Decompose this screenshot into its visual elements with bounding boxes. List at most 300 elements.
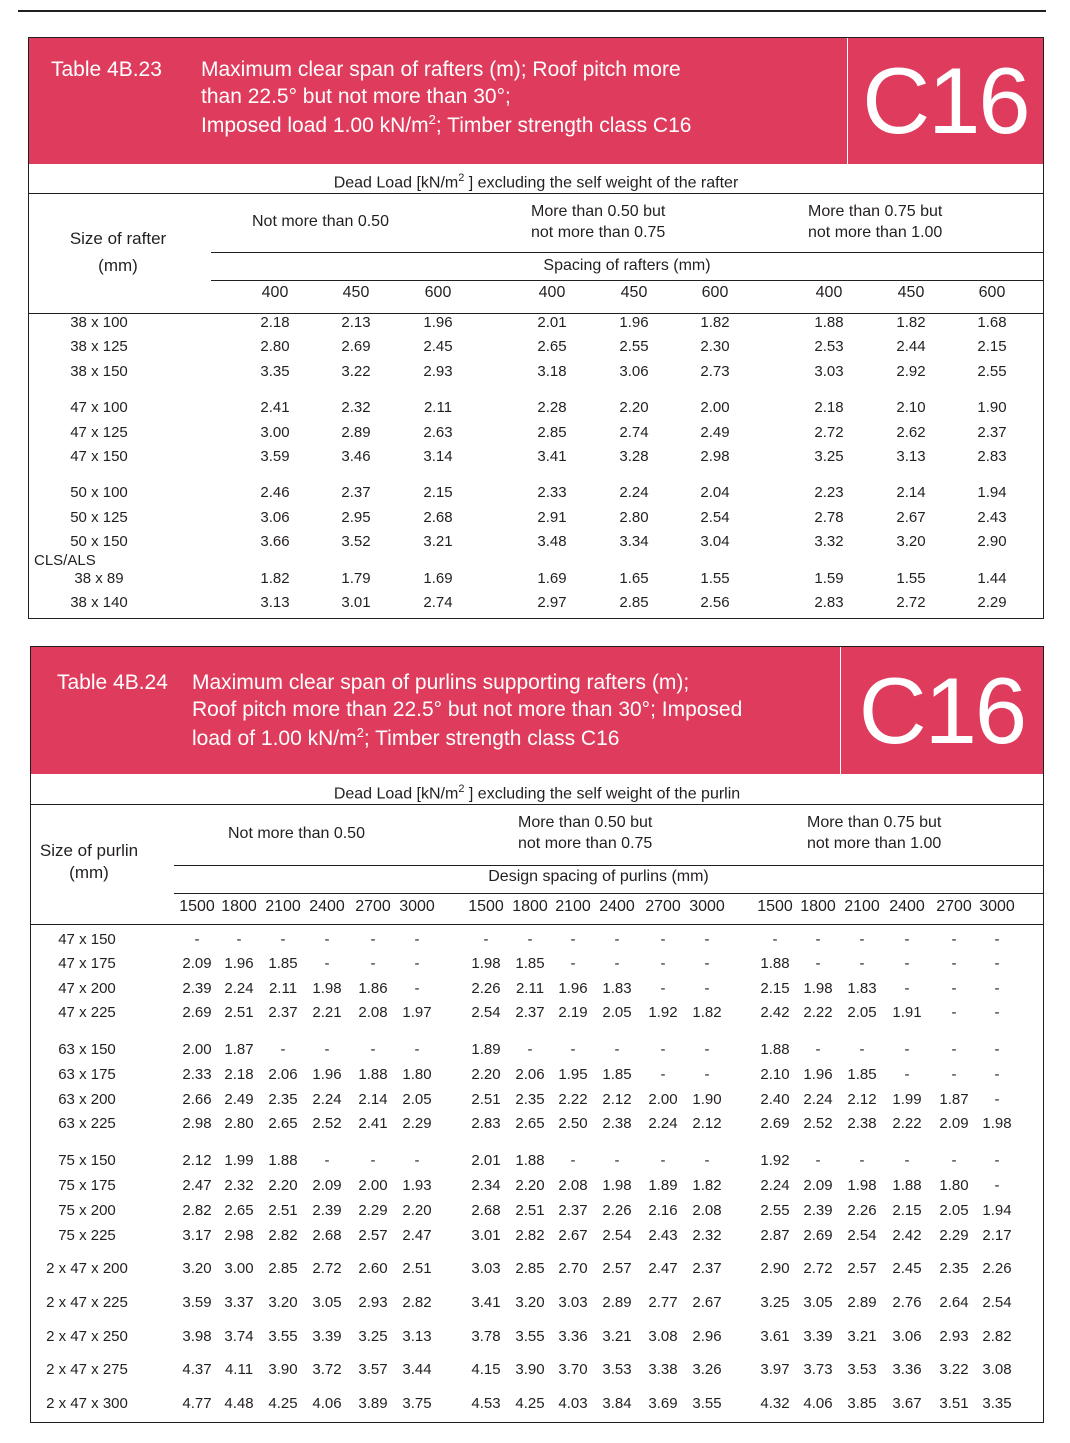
table-header-banner [29,38,1043,164]
table-cell: - [859,955,865,972]
table-cell: 3.74 [224,1328,254,1345]
row-size-label: 75 x 200 [58,1202,116,1219]
table-row [29,570,1043,590]
strength-class-code: C16 [840,647,1043,774]
table-cell: 2.82 [268,1227,298,1244]
table-cell: 3.44 [402,1361,432,1378]
table-row [29,424,1043,444]
table-cell: - [570,931,576,948]
table-cell: 2.68 [471,1202,501,1219]
table-cell: 2.82 [182,1202,212,1219]
table-cell: 2.93 [358,1294,388,1311]
table-cell: 2.67 [692,1294,722,1311]
table-cell: - [660,980,666,997]
table-cell: 1.96 [803,1066,833,1083]
spacing-column-header: 600 [424,284,452,301]
table-cell: 2.45 [892,1260,922,1277]
table-cell: 1.82 [700,314,730,331]
table-row [31,1227,1043,1247]
row-size-label: 50 x 100 [70,484,128,501]
table-cell: 2.24 [760,1177,790,1194]
table-cell: 1.98 [471,955,501,972]
table-cell: 2.51 [224,1004,254,1021]
table-cell: 1.86 [358,980,388,997]
table-cell: 2.09 [182,955,212,972]
table-cell: 3.08 [648,1328,678,1345]
table-cell: 2.20 [471,1066,501,1083]
spacing-column-header: 2100 [265,898,301,915]
table-cell: 2.92 [896,363,926,380]
row-size-label: 2 x 47 x 275 [46,1361,128,1378]
spacing-column-header: 400 [261,284,289,301]
table-cell: 2.32 [341,399,371,416]
spacing-column-header: 400 [538,284,566,301]
table-cell: 2.37 [341,484,371,501]
table-cell: 3.03 [814,363,844,380]
table-cell: - [704,955,710,972]
table-cell: - [527,931,533,948]
table-cell: - [951,1041,957,1058]
table-cell: 2.43 [977,509,1007,526]
table-cell: - [904,1041,910,1058]
table-cell: 4.06 [312,1395,342,1412]
table-cell: - [370,931,376,948]
table-row [29,399,1043,419]
spacing-column-header: 3000 [689,898,725,915]
table-cell: - [570,1152,576,1169]
table-cell: 1.96 [312,1066,342,1083]
table-cell: 1.97 [402,1004,432,1021]
table-cell: 2.55 [977,363,1007,380]
table-cell: 1.85 [602,1066,632,1083]
table-cell: 3.14 [423,448,453,465]
spacing-column-header: 2700 [936,898,972,915]
table-cell: 2.12 [182,1152,212,1169]
table-cell: 2.42 [892,1227,922,1244]
table-cell: 2.35 [515,1091,545,1108]
row-size-label: 75 x 175 [58,1177,116,1194]
size-label: Size of purlin (mm) [39,841,139,882]
table-row [29,314,1043,334]
table-cell: 2.08 [558,1177,588,1194]
table-cell: 2.05 [939,1202,969,1219]
table-cell: 2.52 [312,1115,342,1132]
row-size-label: 38 x 100 [70,314,128,331]
table-cell: 1.98 [602,1177,632,1194]
table-cell: 2.26 [602,1202,632,1219]
spacing-column-header: 2100 [844,898,880,915]
table-cell: - [951,955,957,972]
table-cell: 2.30 [700,338,730,355]
table-cell: 2.52 [803,1115,833,1132]
table-cell: 3.55 [692,1395,722,1412]
table-cell: 3.03 [471,1260,501,1277]
table-cell: - [660,955,666,972]
table-cell: 2.72 [803,1260,833,1277]
table-cell: 2.33 [537,484,567,501]
table-cell: - [614,955,620,972]
table-cell: 1.79 [341,570,371,587]
table-cell: 4.11 [224,1361,254,1378]
table-cell: 3.51 [939,1395,969,1412]
table-cell: - [324,955,330,972]
spacing-divider [211,280,1043,281]
table-cell: - [483,931,489,948]
table-cell: - [704,1152,710,1169]
table-cell: 1.96 [558,980,588,997]
table-cell: 2.51 [515,1202,545,1219]
table-cell: 2.83 [814,594,844,611]
table-cell: - [324,1041,330,1058]
table-cell: 3.89 [358,1395,388,1412]
dead-load-group-1: Not more than 0.50 [252,213,389,230]
table-cell: 3.13 [260,594,290,611]
table-cell: - [704,931,710,948]
table-cell: 3.18 [537,363,567,380]
row-size-label: 47 x 150 [70,448,128,465]
table-cell: 3.21 [847,1328,877,1345]
size-label: Size of rafter (mm) [69,229,167,275]
table-cell: 3.41 [537,448,567,465]
table-cell: 3.61 [760,1328,790,1345]
table-cell: - [527,1041,533,1058]
row-size-label: 47 x 150 [58,931,116,948]
table-row [31,1041,1043,1061]
table-number: Table 4B.23 [51,58,162,81]
row-size-label: 38 x 140 [70,594,128,611]
table-row [31,1361,1043,1381]
table-cell: 3.66 [260,533,290,550]
table-cell: 2.67 [896,509,926,526]
table-cell: 4.53 [471,1395,501,1412]
table-cell: - [414,1041,420,1058]
table-row [29,533,1043,553]
dead-load-group-3: More than 0.75 but not more than 1.00 [808,203,943,241]
table-cell: - [660,931,666,948]
table-cell: 4.37 [182,1361,212,1378]
table-cell: 2.10 [760,1066,790,1083]
table-cell: 2.82 [402,1294,432,1311]
table-cell: 2.22 [892,1115,922,1132]
table-cell: - [815,955,821,972]
table-cell: 1.92 [648,1004,678,1021]
table-cell: 3.39 [803,1328,833,1345]
table-cell: 1.85 [847,1066,877,1083]
table-cell: 3.06 [619,363,649,380]
table-cell: 1.90 [977,399,1007,416]
table-cell: 2.95 [341,509,371,526]
table-cell: 3.05 [803,1294,833,1311]
table-cell: 2.50 [558,1115,588,1132]
table-cell: 2.78 [814,509,844,526]
table-cell: 2.39 [803,1202,833,1219]
table-cell: 2.08 [358,1004,388,1021]
table-cell: 3.00 [224,1260,254,1277]
table-cell: 3.25 [760,1294,790,1311]
spacing-column-header: 3000 [979,898,1015,915]
spacing-column-header: 1500 [757,898,793,915]
table-cell: 3.01 [471,1227,501,1244]
table-cell: 2.21 [312,1004,342,1021]
table-title-line-2: than 22.5° but not more than 30°; [201,85,511,108]
table-cell: 2.22 [558,1091,588,1108]
table-cell: 2.93 [423,363,453,380]
dead-load-heading: Dead Load [$kN/m^2$ ] excluding the self weight of the rafter [29,164,1043,194]
table-cell: 3.08 [982,1361,1012,1378]
row-size-label: 63 x 200 [58,1091,116,1108]
table-cell: 3.90 [268,1361,298,1378]
table-cell: - [614,1152,620,1169]
table-cell: 3.85 [847,1395,877,1412]
spacing-column-header: 3000 [399,898,435,915]
table-row [31,1177,1043,1197]
table-cell: 3.75 [402,1395,432,1412]
table-cell: 2.65 [268,1115,298,1132]
table-row [31,1152,1043,1172]
table-cell: 1.88 [760,955,790,972]
table-cell: 2.57 [602,1260,632,1277]
row-size-label: 47 x 225 [58,1004,116,1021]
table-cell: 2.23 [814,484,844,501]
table-cell: 1.98 [982,1115,1012,1132]
table-cell: 2.67 [558,1227,588,1244]
table-cell: - [324,1152,330,1169]
table-cell: 1.87 [939,1091,969,1108]
table-cell: 1.94 [977,484,1007,501]
table-row [29,594,1043,614]
table-cell: 1.90 [692,1091,722,1108]
table-cell: 3.90 [515,1361,545,1378]
table-cell: 2.01 [471,1152,501,1169]
table-cell: 2.65 [515,1115,545,1132]
table-cell: - [280,931,286,948]
spacing-column-header: 450 [342,284,370,301]
table-cell: 2.39 [182,980,212,997]
table-cell: 2.97 [537,594,567,611]
row-size-label: 2 x 47 x 300 [46,1395,128,1412]
table-cell: 2.34 [471,1177,501,1194]
table-cell: 2.64 [939,1294,969,1311]
table-cell: 2.47 [648,1260,678,1277]
table-cell: 3.97 [760,1361,790,1378]
table-cell: 2.51 [471,1091,501,1108]
table-cell: - [194,931,200,948]
dead-load-group-3: More than 0.75 but not more than 1.00 [807,814,942,852]
dead-load-heading: Dead Load [$kN/m^2$ ] excluding the self weight of the purlin [31,774,1043,805]
table-cell: 2.24 [648,1115,678,1132]
dead-load-group-2: More than 0.50 but not more than 0.75 [518,814,653,852]
table-cell: 2.80 [619,509,649,526]
table-cell: 2.13 [341,314,371,331]
table-cell: 4.77 [182,1395,212,1412]
table-cell: 2.87 [760,1227,790,1244]
table-cell: 3.13 [896,448,926,465]
table-cell: - [951,980,957,997]
table-cell: 1.83 [847,980,877,997]
table-cell: - [994,931,1000,948]
table-cell: 3.13 [402,1328,432,1345]
table-row [31,1202,1043,1222]
table-cell: 3.52 [341,533,371,550]
spacing-column-header: 600 [701,284,729,301]
table-cell: 2.26 [982,1260,1012,1277]
table-cell: 2.74 [619,424,649,441]
table-cell: - [414,980,420,997]
table-cell: 2.55 [760,1202,790,1219]
table-cell: 2.89 [847,1294,877,1311]
table-cell: 1.92 [760,1152,790,1169]
table-cell: 3.34 [619,533,649,550]
table-cell: 3.70 [558,1361,588,1378]
table-cell: 2.54 [602,1227,632,1244]
table-cell: 2.39 [312,1202,342,1219]
table-cell: 2.43 [648,1227,678,1244]
table-cell: 1.69 [423,570,453,587]
table-cell: 2.28 [537,399,567,416]
table-cell: 2.20 [402,1202,432,1219]
table-cell: 3.67 [892,1395,922,1412]
table-row [29,484,1043,504]
dead-load-group-1: Not more than 0.50 [228,825,365,842]
table-cell: 3.05 [312,1294,342,1311]
table-cell: 2.49 [700,424,730,441]
table-body [31,925,1043,1422]
table-row [29,363,1043,383]
row-size-label: 38 x 125 [70,338,128,355]
table-cell: 2.29 [358,1202,388,1219]
table-cell: 2.37 [515,1004,545,1021]
table-cell: 2.12 [692,1115,722,1132]
table-cell: - [704,1041,710,1058]
table-cell: 1.88 [814,314,844,331]
table-cell: 2.06 [268,1066,298,1083]
table-cell: 1.88 [515,1152,545,1169]
table-cell: 2.09 [803,1177,833,1194]
table-cell: 2.85 [619,594,649,611]
table-cell: 2.12 [602,1091,632,1108]
table-cell: 2.82 [515,1227,545,1244]
table-cell: 2.98 [224,1227,254,1244]
table-cell: 3.22 [939,1361,969,1378]
table-cell: 1.80 [939,1177,969,1194]
table-cell: 4.25 [268,1395,298,1412]
table-cell: 2.54 [847,1227,877,1244]
table-cell: 2.82 [982,1328,1012,1345]
table-cell: 1.87 [224,1041,254,1058]
table-cell: 2.05 [402,1091,432,1108]
table-row [31,1328,1043,1348]
group-divider [174,865,1043,866]
table-cell: 2.04 [700,484,730,501]
table-cell: - [951,1152,957,1169]
table-cell: 2.83 [977,448,1007,465]
table-cell: - [994,1004,1000,1021]
table-cell: 2.32 [692,1227,722,1244]
table-cell: 3.69 [648,1395,678,1412]
table-cell: 2.11 [423,399,453,416]
spacing-column-header: 2400 [599,898,635,915]
table-cell: 1.98 [803,980,833,997]
table-cell: - [570,1041,576,1058]
table-cell: - [994,1152,1000,1169]
row-size-label: 63 x 175 [58,1066,116,1083]
table-cell: 2.00 [700,399,730,416]
table-cell: 2.17 [982,1227,1012,1244]
table-row [29,448,1043,468]
table-cell: 3.72 [312,1361,342,1378]
table-cell: - [951,931,957,948]
table-cell: 1.85 [515,955,545,972]
table-cell: - [660,1152,666,1169]
spacing-column-header: 1800 [221,898,257,915]
spacing-column-header: 1800 [800,898,836,915]
table-cell: 2.15 [977,338,1007,355]
table-cell: 2.33 [182,1066,212,1083]
table-cell: 3.01 [341,594,371,611]
table-cell: 3.20 [182,1260,212,1277]
table-cell: - [904,1152,910,1169]
table-cell: 2.93 [939,1328,969,1345]
spacing-column-header: 600 [978,284,1006,301]
table-cell: 2.68 [423,509,453,526]
table-cell: 2.26 [847,1202,877,1219]
table-cell: 2.51 [268,1202,298,1219]
table-cell: 1.91 [892,1004,922,1021]
table-cell: 3.36 [558,1328,588,1345]
table-row [31,955,1043,975]
row-size-label: 50 x 150 [70,533,128,550]
table-cell: 2.69 [182,1004,212,1021]
table-cell: 2.89 [602,1294,632,1311]
table-cell: 1.55 [896,570,926,587]
table-cell: 2.68 [312,1227,342,1244]
table-cell: 2.42 [760,1004,790,1021]
table-cell: - [614,1041,620,1058]
table-cell: 2.15 [423,484,453,501]
table-cell: 2.24 [803,1091,833,1108]
table-cell: 3.25 [814,448,844,465]
table-cell: 2.05 [602,1004,632,1021]
table-cell: 2.83 [471,1115,501,1132]
spacing-column-header: 1800 [512,898,548,915]
table-cell: 4.06 [803,1395,833,1412]
table-row [31,1066,1043,1086]
table-cell: 3.55 [515,1328,545,1345]
table-cell: 2.54 [471,1004,501,1021]
table-cell: - [994,980,1000,997]
row-size-label: 63 x 225 [58,1115,116,1132]
table-4b23 [28,37,1044,619]
table-cell: - [370,1041,376,1058]
table-4b24 [30,646,1044,1423]
spacing-column-header: 2100 [555,898,591,915]
table-cell: 2.26 [471,980,501,997]
table-cell: 2.46 [260,484,290,501]
row-size-label: 2 x 47 x 200 [46,1260,128,1277]
table-cell: 3.73 [803,1361,833,1378]
table-cell: 2.89 [341,424,371,441]
table-cell: 3.00 [260,424,290,441]
table-cell: - [994,1091,1000,1108]
table-row [31,1395,1043,1415]
table-cell: 1.85 [268,955,298,972]
table-cell: 2.53 [814,338,844,355]
table-cell: 2.37 [268,1004,298,1021]
table-cell: 2.24 [619,484,649,501]
table-cell: 2.74 [423,594,453,611]
table-cell: 3.84 [602,1395,632,1412]
spacing-column-header: 2400 [309,898,345,915]
